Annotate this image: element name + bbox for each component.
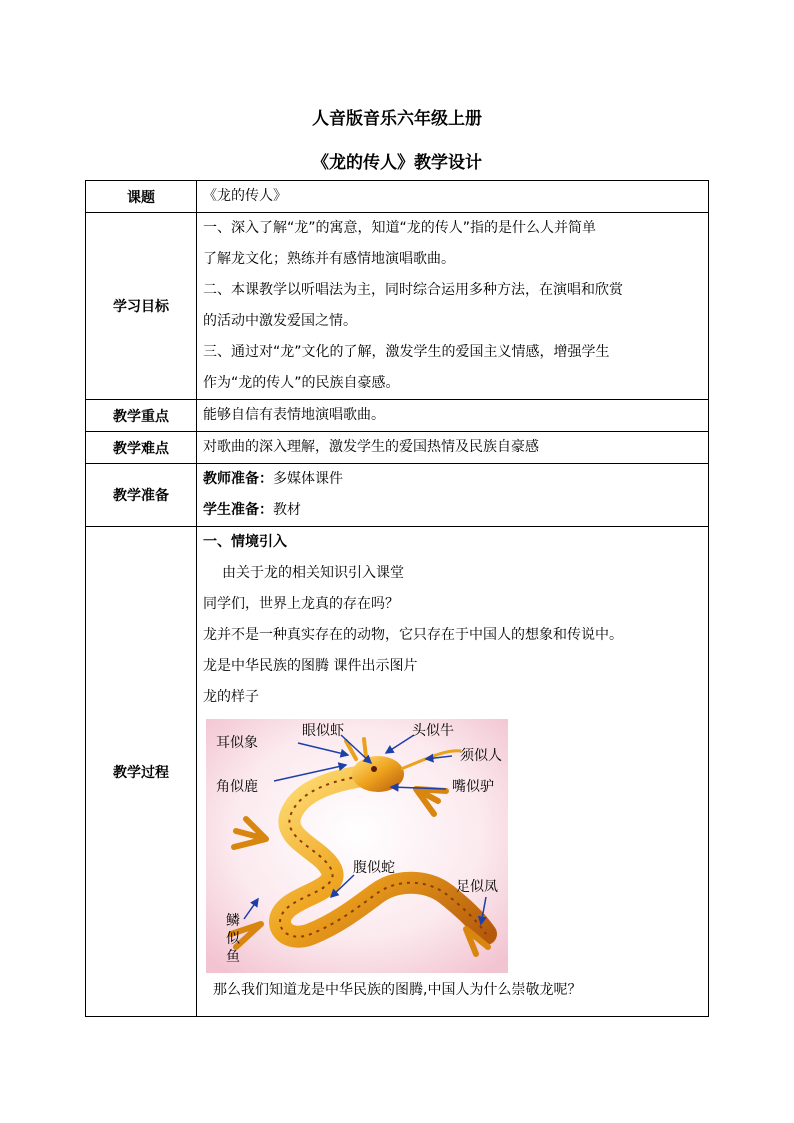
goal-line: 了解龙文化；熟练并有感情地演唱歌曲。 [203, 251, 455, 267]
dragon-label-beard: 须似人 [460, 748, 502, 764]
difficulty-value: 对歌曲的深入理解，激发学生的爱国热情及民族自豪感 [197, 432, 709, 464]
student-prep-label: 学生准备： [203, 502, 273, 518]
row-preparation [86, 464, 709, 527]
dragon-label-belly: 腹似蛇 [353, 860, 395, 876]
goal-line: 一、深入了解“龙”的寓意，知道“龙的传人”指的是什么人并简单 [203, 220, 597, 236]
process-line: 同学们，世界上龙真的存在吗？ [203, 596, 399, 612]
document-title: 人音版音乐六年级上册 [312, 109, 482, 129]
prep-value [197, 464, 709, 527]
process-value [197, 527, 709, 1017]
dragon-label-ear: 耳似象 [216, 735, 258, 751]
goal-line: 作为“龙的传人”的民族自豪感。 [203, 375, 400, 391]
key-label: 教学重点 [86, 400, 197, 432]
dragon-label-horn: 角似鹿 [216, 779, 258, 795]
dragon-label-scale-3: 鱼 [226, 949, 240, 965]
topic-label: 课题 [86, 181, 197, 213]
prep-label: 教学准备 [86, 464, 197, 527]
topic-value: 《龙的传人》 [197, 181, 709, 213]
row-topic [86, 181, 709, 213]
dragon-label-scale-2: 似 [226, 931, 240, 947]
row-difficulty [86, 432, 709, 464]
process-line: 由关于龙的相关知识引入课堂 [222, 565, 404, 581]
goals-value [197, 213, 709, 400]
dragon-label-mouth: 嘴似驴 [452, 779, 494, 795]
process-line: 龙并不是一种真实存在的动物，它只存在于中国人的想象和传说中。 [203, 627, 623, 643]
key-value: 能够自信有表情地演唱歌曲。 [197, 400, 709, 432]
dragon-illustration [206, 719, 508, 973]
document-subtitle: 《龙的传人》教学设计 [312, 153, 482, 173]
goal-line: 二、本课教学以听唱法为主，同时综合运用多种方法，在演唱和欣赏 [203, 282, 623, 298]
process-heading: 一、情境引入 [203, 534, 287, 550]
row-process [86, 527, 709, 1017]
dragon-label-eye: 眼似虾 [302, 723, 344, 739]
goals-label: 学习目标 [86, 213, 197, 400]
row-key-point [86, 400, 709, 432]
difficulty-label: 教学难点 [86, 432, 197, 464]
student-prep-value: 教材 [273, 502, 301, 518]
teacher-prep-label: 教师准备： [203, 471, 273, 487]
process-closing-question: 那么我们知道龙是中华民族的图腾,中国人为什么崇敬龙呢？ [213, 982, 582, 998]
goal-line: 的活动中激发爱国之情。 [203, 313, 357, 329]
row-goals [86, 213, 709, 400]
process-line: 龙是中华民族的图腾 课件出示图片 [203, 658, 418, 674]
teacher-prep-value: 多媒体课件 [273, 471, 343, 487]
dragon-label-head: 头似牛 [412, 723, 454, 739]
process-line: 龙的样子 [203, 689, 259, 705]
lesson-plan-table [85, 180, 709, 1017]
dragon-label-foot: 足似凤 [456, 879, 498, 895]
goal-line: 三、通过对“龙”文化的了解，激发学生的爱国主义情感，增强学生 [203, 344, 610, 360]
process-label: 教学过程 [86, 527, 197, 1017]
dragon-label-scale-1: 鳞 [226, 913, 240, 929]
